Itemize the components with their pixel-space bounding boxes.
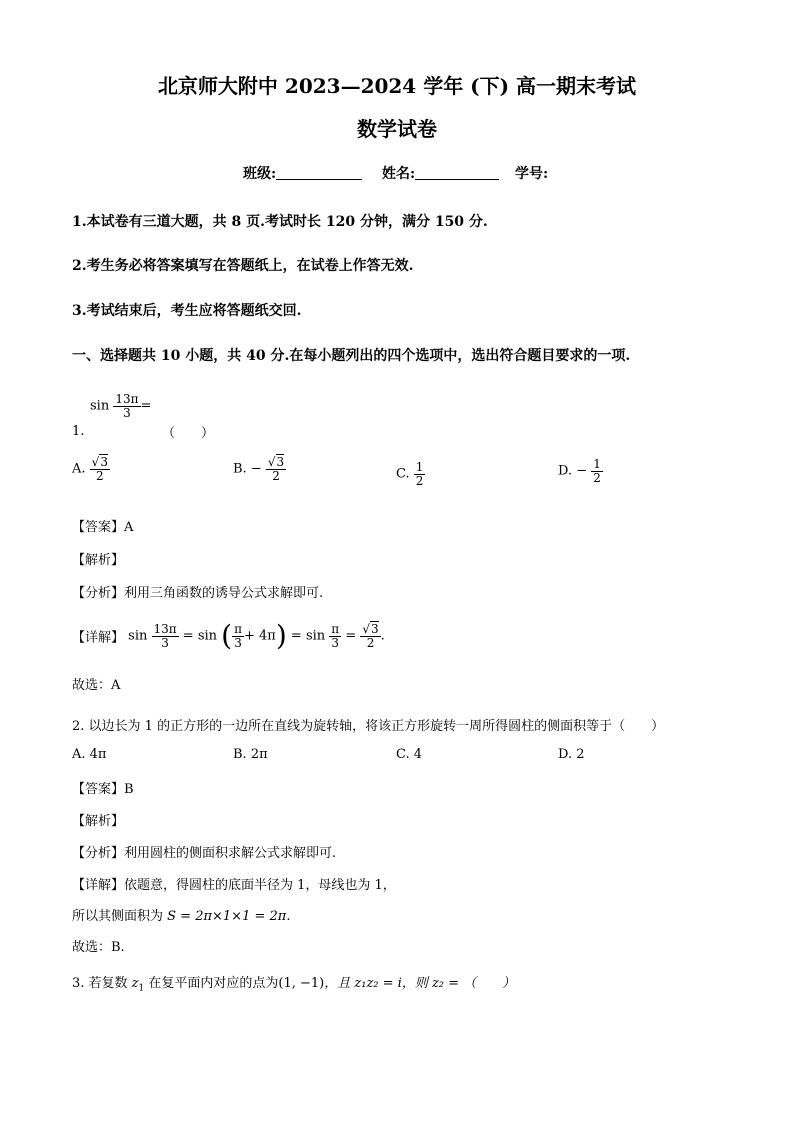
- q1-option-c-value: [414, 461, 426, 487]
- q1-option-d: [558, 458, 603, 484]
- q1-detail-num3: π: [331, 621, 340, 636]
- q1-detail-eq1: = sin: [182, 628, 218, 644]
- q1-detail-frac1: [152, 623, 179, 649]
- q2-analysis: 【分析】利用圆柱的侧面积求解公式求解即可.: [72, 846, 337, 861]
- q2-formula: S = 2π×1×1 = 2π.: [167, 909, 291, 924]
- q1-detail-num2: π: [234, 621, 242, 636]
- q2-option-b: B. 2π: [233, 747, 268, 762]
- q1-detail-root: 3: [371, 621, 379, 636]
- q1-detail-end: .: [380, 628, 385, 644]
- q1-detail-sin1: sin: [128, 628, 148, 644]
- q1-detail-den1: 3: [161, 635, 169, 650]
- q1-option-d-label: D.: [558, 463, 573, 479]
- q1-detail-den4: 2: [366, 635, 375, 650]
- q1-fraction: [113, 393, 140, 419]
- q3-z1: z: [131, 976, 139, 991]
- q1-detail-num1: 13π: [153, 621, 177, 636]
- q2-detail: 【详解】依题意，得圆柱的底面半径为 1，母线也为 1，: [72, 878, 396, 893]
- q1-option-d-value: [591, 458, 603, 484]
- name-field: [382, 163, 499, 183]
- note-1: 1.本试卷有三道大题，共 8 页.考试时长 120 分钟，满分 150 分.: [72, 214, 488, 230]
- q1-option-a-label: A.: [72, 461, 86, 477]
- q1-sin: sin: [90, 398, 110, 414]
- q1-detail-rparen: ): [275, 619, 287, 652]
- q3-stem: [72, 972, 515, 994]
- q1-c-den: 2: [415, 473, 424, 488]
- q1-detail-label: 【详解】: [72, 630, 125, 646]
- q1-c-num: 1: [415, 460, 424, 474]
- q3-mid: 在复平面内对应的点为: [144, 976, 279, 991]
- q1-d-minus: −: [576, 463, 588, 479]
- q1-a-root: 3: [100, 455, 108, 469]
- q1-detail-plus: + 4π: [244, 628, 276, 644]
- q2-formula-line: [72, 905, 290, 924]
- class-label: 班级:: [243, 166, 277, 182]
- q1-detail-frac3: [329, 623, 341, 649]
- q1-option-b-label: B.: [233, 461, 247, 477]
- q1-denominator: 3: [123, 405, 131, 420]
- q2-choose: 故选：B.: [72, 940, 125, 955]
- q2-stem: 2. 以边长为 1 的正方形的一边所在直线为旋转轴，将该正方形旋转一周所得圆柱的侧面积等于（ ）: [72, 719, 665, 734]
- q3-point: (1, −1): [278, 976, 325, 991]
- q1-option-a: [72, 456, 110, 482]
- q1-a-den: 2: [96, 468, 104, 483]
- name-label: 姓名:: [382, 166, 416, 182]
- q2-option-d: D. 2: [558, 747, 585, 762]
- q1-option-a-value: $\frac{√3}{2}$: [91, 455, 108, 483]
- q1-detail-den2: 3: [234, 635, 242, 650]
- q3-prefix: 3. 若复数: [72, 976, 132, 991]
- name-blank: [415, 165, 499, 180]
- q1-numerator: 13π: [115, 392, 139, 406]
- q2-answer: 【答案】B: [72, 782, 134, 797]
- exam-subtitle: 数学试卷: [357, 117, 437, 141]
- q3-ask: z₂ = （ ）: [427, 976, 516, 991]
- q1-number: 1.: [72, 424, 85, 439]
- q1-option-b: [233, 456, 286, 482]
- q1-d-num: 1: [593, 457, 601, 471]
- q1-detail-eq3: =: [345, 628, 357, 644]
- q1-paren: （ ）: [162, 426, 215, 441]
- q1-analysis: 【分析】利用三角函数的诱导公式求解即可.: [72, 586, 324, 601]
- q1-option-b-value: $\frac{√3}{2}$: [267, 455, 285, 483]
- q1-analysis-heading: 【解析】: [72, 553, 125, 568]
- q1-b-minus: −: [250, 461, 262, 477]
- q2-formula-prefix: 所以其侧面积为: [72, 909, 168, 924]
- q1-choose: 故选：A: [72, 678, 121, 693]
- q1-detail-den3: 3: [331, 635, 340, 650]
- q3-z1-sub: 1: [138, 983, 145, 994]
- q1-equals: =: [140, 398, 152, 414]
- section-one-heading: 一、选择题共 10 小题，共 40 分.在每小题列出的四个选项中，选出符合题目要求的一项.: [72, 348, 631, 364]
- q1-option-c-label: C.: [396, 466, 410, 482]
- q1-d-den: 2: [593, 470, 601, 485]
- q1-b-den: 2: [272, 468, 280, 483]
- q1-answer: 【答案】A: [72, 520, 134, 535]
- q1-detail-frac4: $\frac{√3}{2}$: [362, 621, 379, 650]
- q1-b-root: 3: [276, 455, 285, 469]
- class-blank: [276, 165, 362, 180]
- q1-option-c: [396, 461, 425, 487]
- note-3: 3.考试结束后，考生应将答题纸交回.: [72, 303, 302, 319]
- q1-detail-frac2: [232, 623, 244, 649]
- note-2: 2.考生务必将答案填写在答题纸上，在试卷上作答无效.: [72, 258, 414, 274]
- q2-analysis-heading: 【解析】: [72, 814, 125, 829]
- class-field: [243, 163, 362, 183]
- q2-option-c: C. 4: [396, 747, 423, 762]
- q2-option-a: A. 4π: [72, 747, 107, 762]
- exam-title: 北京师大附中 2023—2024 学年 (下) 高一期末考试: [157, 74, 637, 98]
- q3-condition: ，且 z₁z₂ = i，则: [324, 976, 428, 991]
- q1-expression: [90, 393, 151, 419]
- q1-detail-lparen: (: [221, 619, 233, 652]
- q1-detail-eq2: = sin: [290, 628, 326, 644]
- id-label: 学号:: [515, 166, 549, 182]
- q1-detail: [72, 619, 385, 652]
